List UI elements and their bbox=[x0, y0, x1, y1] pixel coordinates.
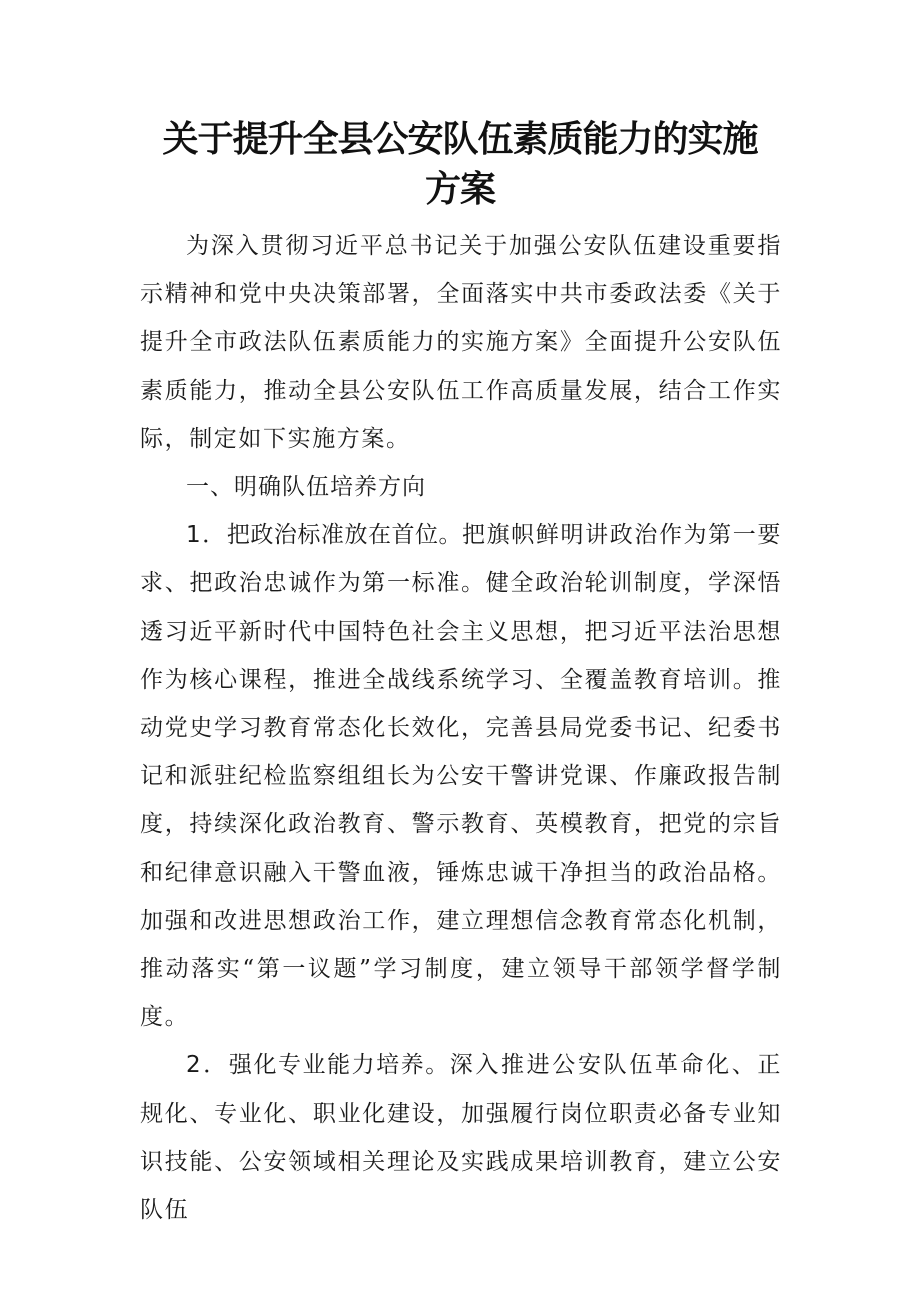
section-heading-1: 一、明确队伍培养方向 bbox=[186, 474, 426, 501]
item-1-lead: 把政治标准放在首位。 bbox=[226, 522, 463, 549]
document-title-line-2: 方案 bbox=[424, 169, 495, 210]
item-1-paragraph bbox=[140, 511, 782, 1041]
item-2-text: 深入推进公安队伍革命化、正规化、专业化、职业化建设，加强履行岗位职责必备专业知识技能、公安领域相关理论及实践成果培训教育，建立公安队伍 bbox=[140, 1052, 783, 1224]
item-2-lead: 强化专业能力培养。 bbox=[228, 1052, 450, 1079]
intro-paragraph: 为深入贯彻习近平总书记关于加强公安队伍建设重要指示精神和党中央决策部署，全面落实中共市委政法委《关于提升全市政法队伍素质能力的实施方案》全面提升公安队伍素质能力，推动全县公安队伍工作高质量发展，结合工作实际，制定如下实施方案。 bbox=[140, 233, 782, 452]
item-1-number: 1． bbox=[186, 522, 227, 549]
item-2-number: 2． bbox=[186, 1052, 229, 1079]
item-2-paragraph bbox=[140, 1041, 782, 1234]
document-title-line-1: 关于提升全县公安队伍素质能力的实施 bbox=[162, 119, 758, 160]
document-body bbox=[140, 222, 782, 1234]
item-1-text: 把旗帜鲜明讲政治作为第一要求、把政治忠诚作为第一标准。健全政治轮训制度，学深悟透习近平新时代中国特色社会主义思想，把习近平法治思想作为核心课程，推进全战线系统学习、全覆盖教育培训。推动党史学习教育常态化长效化，完善县局党委书记、纪委书记和派驻纪检监察组组长为公安干警讲党课、作廉政报告制度，持续深化政治教育、警示教育、英模教育，把党的宗旨和纪律意识融入干警血液，锤炼忠诚干净担当的政治品格。加强和改进思想政治工作，建立理想信念教育常态化机制，推动落实“第一议题”学习制度，建立领导干部领学督学制度。 bbox=[140, 522, 783, 1031]
